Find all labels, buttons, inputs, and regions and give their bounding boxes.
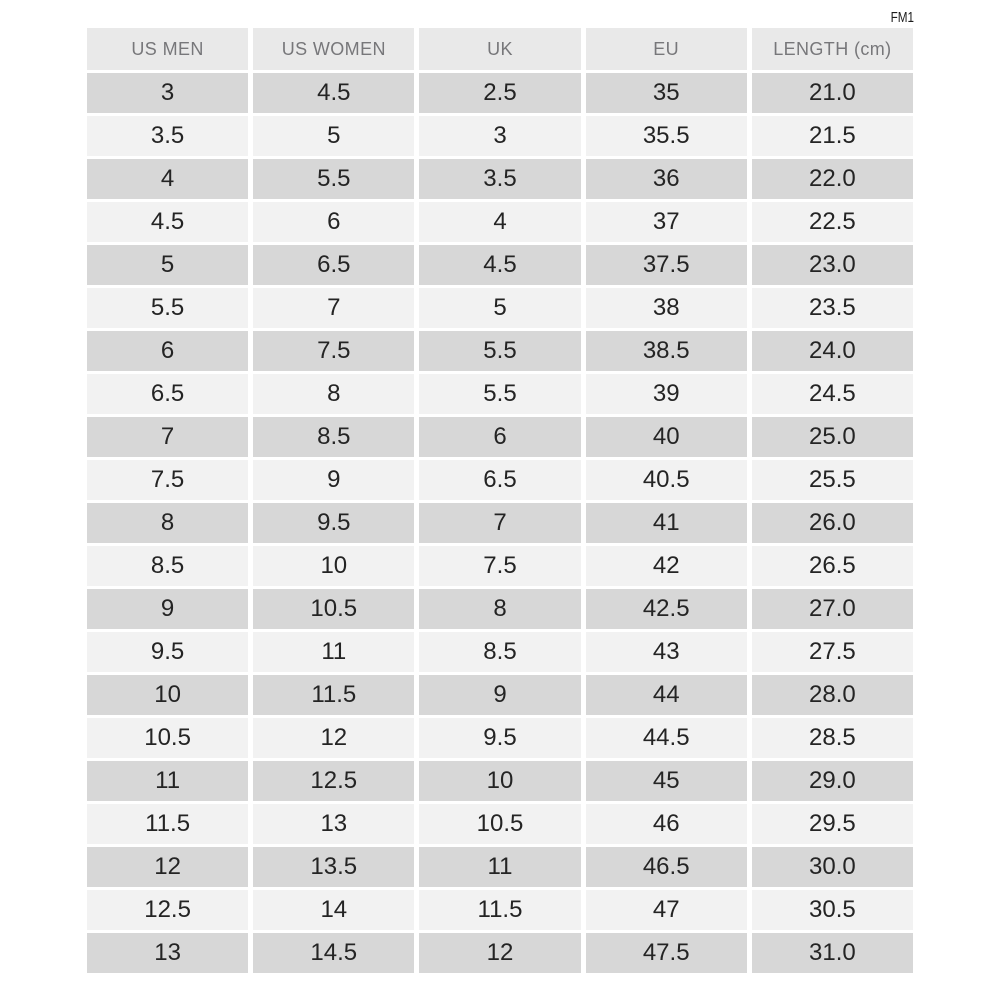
table-cell: 8.5 xyxy=(253,417,414,457)
table-cell: 11 xyxy=(419,847,580,887)
corner-watermark-label: FM1 xyxy=(890,9,914,26)
table-cell: 5 xyxy=(87,245,248,285)
table-cell: 47 xyxy=(586,890,747,930)
table-cell: 9 xyxy=(419,675,580,715)
table-cell: 8 xyxy=(87,503,248,543)
table-cell: 41 xyxy=(586,503,747,543)
table-cell: 30.0 xyxy=(752,847,913,887)
table-cell: 12 xyxy=(87,847,248,887)
table-cell: 14 xyxy=(253,890,414,930)
table-cell: 44 xyxy=(586,675,747,715)
table-cell: 11.5 xyxy=(253,675,414,715)
table-cell: 46.5 xyxy=(586,847,747,887)
table-cell: 13.5 xyxy=(253,847,414,887)
table-cell: 28.0 xyxy=(752,675,913,715)
table-cell: 7 xyxy=(87,417,248,457)
table-cell: 5.5 xyxy=(253,159,414,199)
table-cell: 3 xyxy=(87,73,248,113)
table-cell: 47.5 xyxy=(586,933,747,973)
table-cell: 4.5 xyxy=(419,245,580,285)
table-cell: 29.0 xyxy=(752,761,913,801)
table-cell: 4 xyxy=(419,202,580,242)
table-cell: 43 xyxy=(586,632,747,672)
table-cell: 23.5 xyxy=(752,288,913,328)
table-cell: 6 xyxy=(87,331,248,371)
column-header: EU xyxy=(586,28,747,70)
table-cell: 10.5 xyxy=(87,718,248,758)
table-cell: 8 xyxy=(253,374,414,414)
column-header: UK xyxy=(419,28,580,70)
table-cell: 9.5 xyxy=(419,718,580,758)
table-cell: 3.5 xyxy=(87,116,248,156)
table-cell: 10.5 xyxy=(253,589,414,629)
table-cell: 6 xyxy=(419,417,580,457)
table-cell: 40.5 xyxy=(586,460,747,500)
table-cell: 8.5 xyxy=(419,632,580,672)
table-cell: 24.0 xyxy=(752,331,913,371)
table-cell: 3.5 xyxy=(419,159,580,199)
size-conversion-table xyxy=(87,28,913,973)
table-cell: 13 xyxy=(87,933,248,973)
table-cell: 7 xyxy=(419,503,580,543)
table-cell: 5.5 xyxy=(419,374,580,414)
table-cell: 5.5 xyxy=(419,331,580,371)
table-cell: 7.5 xyxy=(87,460,248,500)
table-cell: 25.0 xyxy=(752,417,913,457)
table-cell: 4.5 xyxy=(87,202,248,242)
table-cell: 7.5 xyxy=(419,546,580,586)
table-cell: 4.5 xyxy=(253,73,414,113)
table-cell: 23.0 xyxy=(752,245,913,285)
table-cell: 3 xyxy=(419,116,580,156)
table-cell: 12 xyxy=(419,933,580,973)
table-cell: 46 xyxy=(586,804,747,844)
table-cell: 27.5 xyxy=(752,632,913,672)
table-cell: 12.5 xyxy=(87,890,248,930)
table-cell: 11.5 xyxy=(419,890,580,930)
table-cell: 8.5 xyxy=(87,546,248,586)
table-cell: 26.0 xyxy=(752,503,913,543)
table-cell: 9 xyxy=(87,589,248,629)
table-cell: 35 xyxy=(586,73,747,113)
table-cell: 22.5 xyxy=(752,202,913,242)
column-header: US WOMEN xyxy=(253,28,414,70)
table-cell: 42.5 xyxy=(586,589,747,629)
table-cell: 21.5 xyxy=(752,116,913,156)
table-cell: 22.0 xyxy=(752,159,913,199)
table-cell: 21.0 xyxy=(752,73,913,113)
table-cell: 45 xyxy=(586,761,747,801)
table-cell: 38 xyxy=(586,288,747,328)
table-cell: 13 xyxy=(253,804,414,844)
table-cell: 5.5 xyxy=(87,288,248,328)
table-cell: 12.5 xyxy=(253,761,414,801)
table-cell: 37.5 xyxy=(586,245,747,285)
table-cell: 14.5 xyxy=(253,933,414,973)
column-header: LENGTH (cm) xyxy=(752,28,913,70)
table-cell: 38.5 xyxy=(586,331,747,371)
table-cell: 10 xyxy=(419,761,580,801)
table-cell: 25.5 xyxy=(752,460,913,500)
table-cell: 6.5 xyxy=(253,245,414,285)
table-cell: 40 xyxy=(586,417,747,457)
table-cell: 9.5 xyxy=(253,503,414,543)
table-cell: 26.5 xyxy=(752,546,913,586)
table-cell: 24.5 xyxy=(752,374,913,414)
table-cell: 11 xyxy=(253,632,414,672)
table-cell: 37 xyxy=(586,202,747,242)
table-cell: 10 xyxy=(253,546,414,586)
table-cell: 8 xyxy=(419,589,580,629)
table-cell: 7.5 xyxy=(253,331,414,371)
table-cell: 35.5 xyxy=(586,116,747,156)
table-cell: 42 xyxy=(586,546,747,586)
table-cell: 29.5 xyxy=(752,804,913,844)
table-cell: 11.5 xyxy=(87,804,248,844)
table-cell: 2.5 xyxy=(419,73,580,113)
table-cell: 12 xyxy=(253,718,414,758)
table-cell: 27.0 xyxy=(752,589,913,629)
table-cell: 4 xyxy=(87,159,248,199)
table-cell: 10.5 xyxy=(419,804,580,844)
table-cell: 6 xyxy=(253,202,414,242)
table-cell: 30.5 xyxy=(752,890,913,930)
table-cell: 31.0 xyxy=(752,933,913,973)
table-cell: 6.5 xyxy=(419,460,580,500)
table-cell: 9 xyxy=(253,460,414,500)
table-cell: 28.5 xyxy=(752,718,913,758)
table-cell: 36 xyxy=(586,159,747,199)
column-header: US MEN xyxy=(87,28,248,70)
table-cell: 44.5 xyxy=(586,718,747,758)
table-cell: 5 xyxy=(419,288,580,328)
table-cell: 5 xyxy=(253,116,414,156)
table-cell: 10 xyxy=(87,675,248,715)
table-cell: 6.5 xyxy=(87,374,248,414)
table-cell: 11 xyxy=(87,761,248,801)
table-cell: 9.5 xyxy=(87,632,248,672)
table-cell: 7 xyxy=(253,288,414,328)
table-cell: 39 xyxy=(586,374,747,414)
